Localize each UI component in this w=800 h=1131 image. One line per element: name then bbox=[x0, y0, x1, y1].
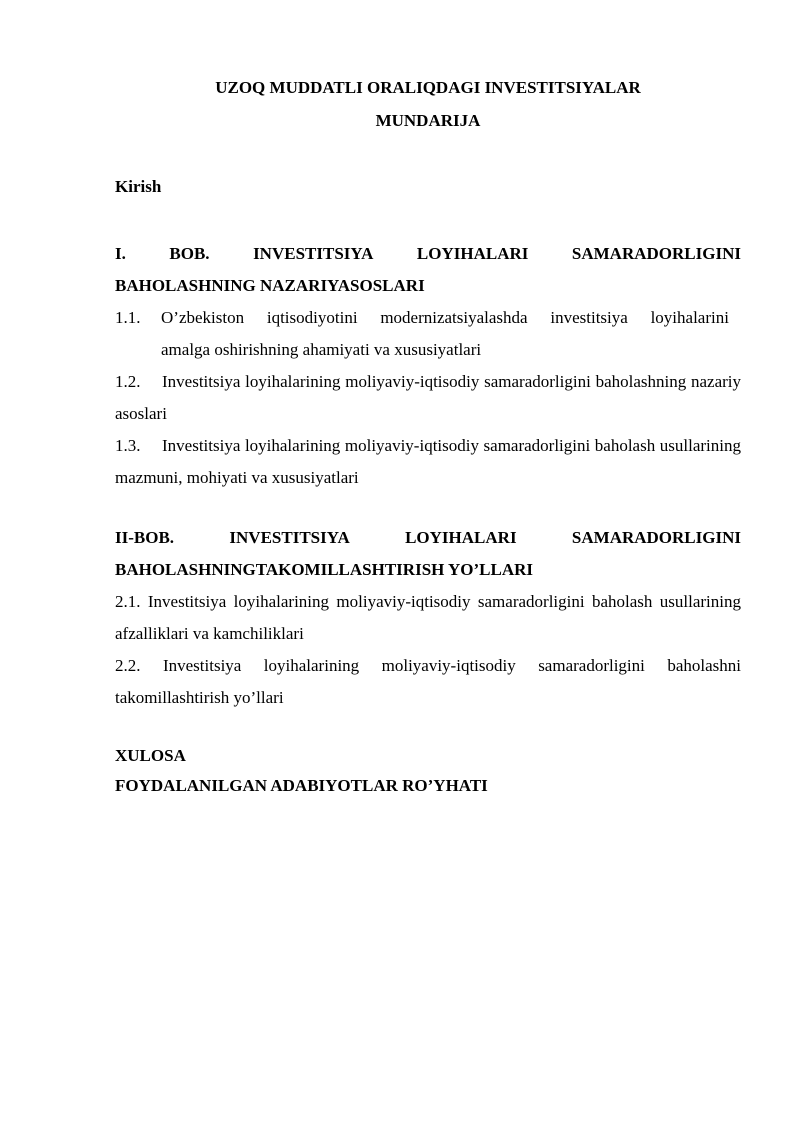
chapter-1-title-line1 bbox=[115, 238, 741, 270]
chapter-2-title-line1 bbox=[115, 522, 741, 554]
chapter-1-word: I. bbox=[115, 244, 126, 263]
entry-word: investitsiya bbox=[550, 308, 628, 327]
entry-number: 1.3. bbox=[115, 436, 141, 455]
chapter-2-word: SAMARADORLIGINI bbox=[571, 528, 741, 547]
toc-entry-1-1 bbox=[115, 302, 741, 366]
contents-heading: MUNDARIJA bbox=[375, 111, 481, 130]
toc-entry-references: FOYDALANILGAN ADABIYOTLAR RO’YHATI bbox=[115, 776, 488, 795]
entry-1-1-line1 bbox=[115, 302, 741, 334]
toc-entry-conclusion: XULOSA bbox=[115, 746, 186, 765]
toc-entry-1-2 bbox=[115, 366, 741, 430]
toc-entry-intro: Kirish bbox=[115, 177, 162, 196]
toc-entry-2-2: 2.2. Investitsiya loyihalarining moliyaviy-iqtisodiy samaradorligini baholashni takomillashtirish yo’llari bbox=[115, 656, 741, 707]
entry-text: Investitsiya loyihalarining moliyaviy-iqtisodiy samaradorligini baholash usullarining mazmuni, mohiyati va xususiyatlari bbox=[115, 436, 741, 487]
chapter-1-word: BOB. bbox=[169, 244, 210, 263]
toc-chapter-1 bbox=[115, 238, 741, 302]
chapter-1-title-line2: BAHOLASHNING NAZARIYASOSLARI bbox=[115, 276, 425, 295]
entry-word: O’zbekiston bbox=[161, 308, 245, 327]
toc-chapter-2 bbox=[115, 522, 741, 586]
document-page bbox=[115, 76, 741, 801]
chapter-2-title-line2: BAHOLASHNINGTAKOMILLASHTIRISH YO’LLARI bbox=[115, 560, 533, 579]
chapter-2-word: INVESTITSIYA bbox=[229, 528, 350, 547]
chapter-1-word: INVESTITSIYA bbox=[253, 244, 374, 263]
chapter-1-word: LOYIHALARI bbox=[416, 244, 529, 263]
chapter-1-word: SAMARADORLIGINI bbox=[571, 244, 741, 263]
chapter-2-word: II-BOB. bbox=[115, 528, 175, 547]
entry-word: modernizatsiyalashda bbox=[380, 308, 528, 327]
entry-text: Investitsiya loyihalarining moliyaviy-iqtisodiy samaradorligini baholashning nazariy asoslari bbox=[115, 372, 741, 423]
entry-word: iqtisodiyotini bbox=[266, 308, 358, 327]
entry-word: loyihalarini bbox=[650, 308, 729, 327]
document-title: UZOQ MUDDATLI ORALIQDAGI INVESTITSIYALAR bbox=[215, 78, 641, 97]
toc-entry-1-3 bbox=[115, 430, 741, 494]
entry-1-1-line2: amalga oshirishning ahamiyati va xususiyatlari bbox=[161, 340, 482, 359]
entry-number: 1.1. bbox=[115, 308, 141, 327]
entry-number: 1.2. bbox=[115, 372, 141, 391]
toc-entry-2-1: 2.1. Investitsiya loyihalarining moliyaviy-iqtisodiy samaradorligini baholash usullarining afzalliklari va kamchiliklari bbox=[115, 592, 741, 643]
chapter-2-word: LOYIHALARI bbox=[405, 528, 517, 547]
